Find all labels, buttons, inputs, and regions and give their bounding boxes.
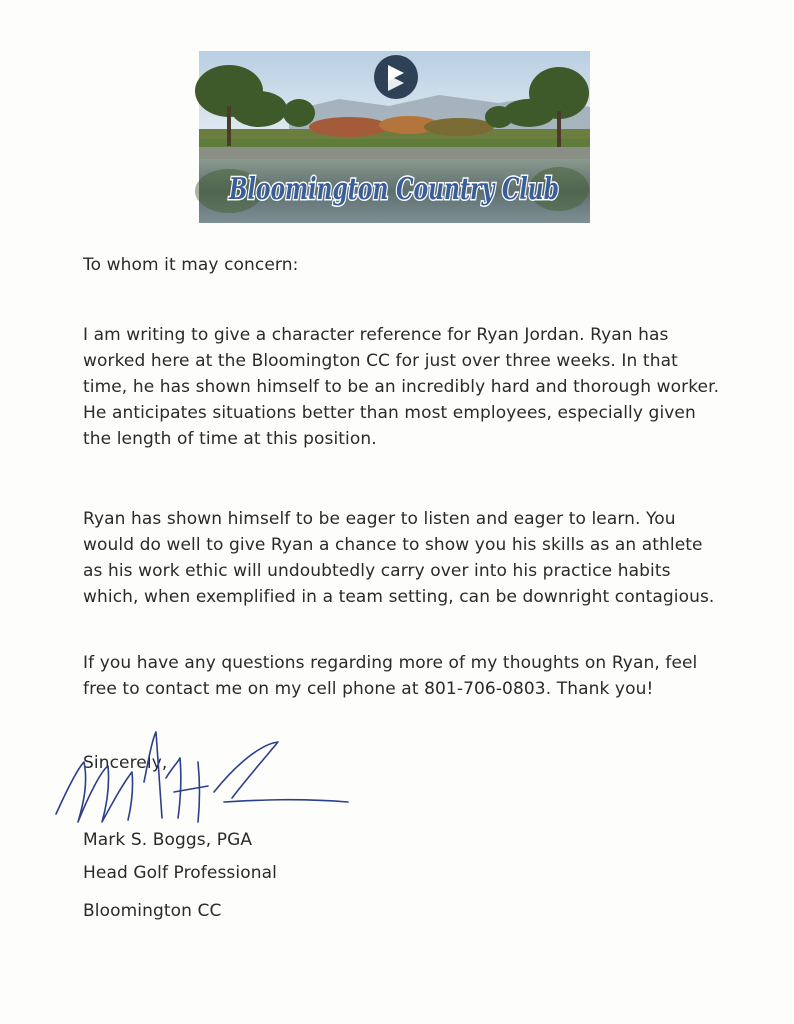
handwritten-signature — [48, 722, 368, 842]
signer-name: Mark S. Boggs, PGA — [83, 830, 253, 850]
salutation: To whom it may concern: — [83, 255, 299, 275]
signer-organization: Bloomington CC — [83, 901, 222, 921]
closing: Sincerely, — [83, 753, 168, 773]
letterhead-banner — [199, 51, 590, 223]
body-paragraph-3: If you have any questions regarding more of my thoughts on Ryan, feel free to contact me on my cell phone at 801-706-0803. Thank you! — [83, 653, 698, 699]
signer-title: Head Golf Professional — [83, 863, 277, 883]
body-paragraph-2: Ryan has shown himself to be eager to listen and eager to learn. You would do well to give Ryan a chance to show you his skills as an athlete as his work ethic will undoubtedly carry over into his practice habits which, when exemplified in a team setting, can be downright contagious. — [83, 509, 715, 607]
club-emblem-icon — [374, 55, 418, 99]
club-name-script: Bloomington Country Club — [228, 172, 559, 207]
body-paragraph-1: I am writing to give a character reference for Ryan Jordan. Ryan has worked here at the Bloomington CC for just over three weeks. In that time, he has shown himself to be an incredibly hard and thorough worker. He anticipates situations better than most employees, especially given the length of time at this position. — [83, 325, 720, 449]
